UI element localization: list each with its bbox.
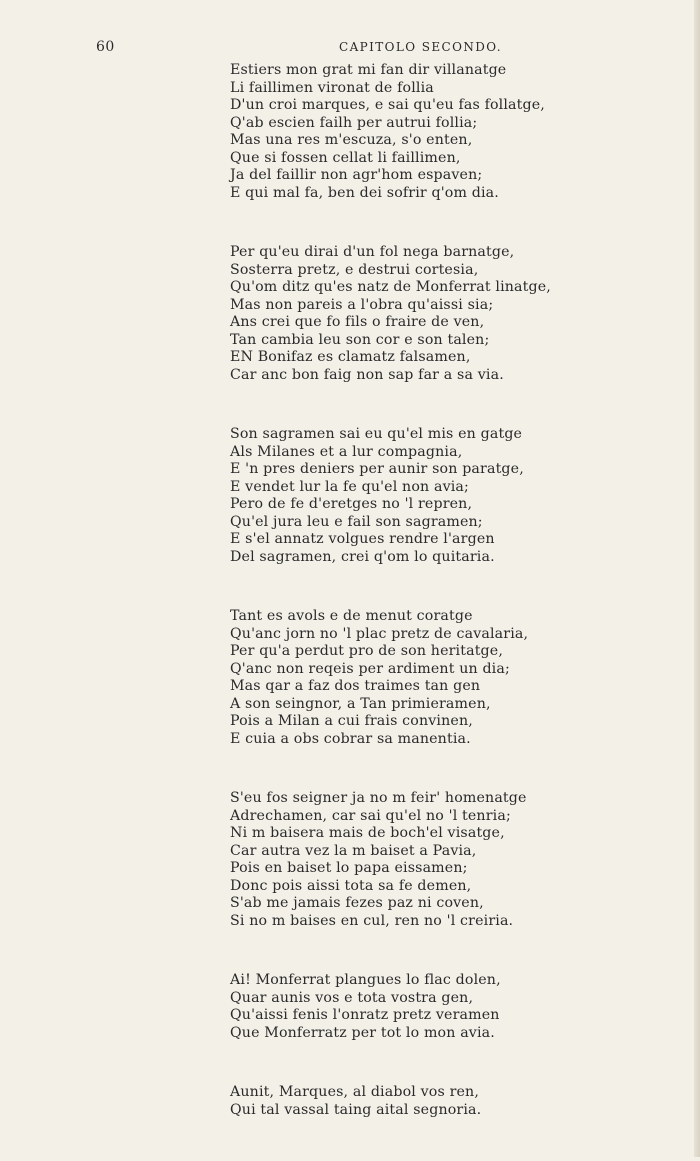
verse-line: Quar aunis vos e tota vostra gen, — [230, 989, 474, 1006]
verse-line: Pero de fe d'eretges no 'l repren, — [230, 496, 473, 512]
stanza — [230, 790, 560, 930]
running-head — [0, 39, 700, 59]
verse-line: Per qu'eu dirai d'un fol nega barnatge, — [230, 244, 515, 260]
verse-line: Ai! Monferrat plangues lo flac dolen, — [230, 972, 501, 988]
verse-line: EN Bonifaz es clamatz falsamen, — [230, 349, 471, 365]
verse-line: Ja del faillir non agr'hom espaven; — [230, 167, 483, 183]
verse-line: Ni m baisera mais de boch'el visatge, — [230, 825, 505, 841]
stanza — [230, 426, 560, 566]
verse-line: Estiers mon grat mi fan dir villanatge — [230, 62, 507, 78]
verse-line: Del sagramen, crei q'om lo quitaria. — [230, 548, 495, 565]
verse-line: Qu'el jura leu e fail son sagramen; — [230, 513, 483, 530]
verse-line: Qu'aissi fenis l'onratz pretz veramen — [230, 1007, 500, 1023]
stanza — [230, 62, 560, 202]
verse-line: Car autra vez la m baiset a Pavia, — [230, 842, 477, 859]
page-edge — [694, 0, 700, 1157]
verse-line: Als Milanes et a lur compagnia, — [230, 443, 463, 460]
verse-line: E qui mal fa, ben dei sofrir q'om dia. — [230, 184, 499, 201]
verse-line: Son sagramen sai eu qu'el mis en gatge — [230, 426, 523, 442]
page-number: 60 — [96, 39, 115, 55]
verse-line: Tant es avols e de menut coratge — [230, 608, 473, 624]
verse-line: Sosterra pretz, e destrui cortesia, — [230, 261, 479, 278]
verse-line: Donc pois aissi tota sa fe demen, — [230, 877, 472, 894]
verse-line: Pois en baiset lo papa eissamen; — [230, 860, 468, 876]
stanza — [230, 608, 560, 748]
verse-line: Qui tal vassal taing aital segnoria. — [230, 1101, 482, 1118]
chapter-title: CAPITOLO SECONDO. — [339, 40, 502, 54]
verse-line: A son seingnor, a Tan primieramen, — [230, 695, 491, 712]
verse-line: Qu'om ditz qu'es natz de Monferrat linatge, — [230, 279, 551, 295]
verse-line: Mas una res m'escuza, s'o enten, — [230, 132, 473, 148]
verse-line: Q'anc non reqeis per ardiment un dia; — [230, 660, 510, 677]
stanza — [230, 244, 560, 384]
verse-line: Que si fossen cellat li faillimen, — [230, 149, 461, 166]
verse-line: Li faillimen vironat de follia — [230, 79, 434, 96]
verse-line: E 'n pres deniers per aunir son paratge, — [230, 461, 524, 477]
verse-line: Qu'anc jorn no 'l plac pretz de cavalaria, — [230, 625, 529, 642]
verse-line: Q'ab escien failh per autrui follia; — [230, 114, 478, 131]
verse-line: Aunit, Marques, al diabol vos ren, — [230, 1084, 479, 1100]
verse-line: Per qu'a perdut pro de son heritatge, — [230, 643, 503, 659]
verse-line: S'ab me jamais fezes paz ni coven, — [230, 895, 484, 911]
verse-line: Mas qar a faz dos traimes tan gen — [230, 678, 481, 694]
verse-line: Tan cambia leu son cor e son talen; — [230, 331, 490, 348]
verse-line: Ans crei que fo fils o fraire de ven, — [230, 314, 485, 330]
verse-line: E vendet lur la fe qu'el non avia; — [230, 478, 469, 495]
stanza — [230, 1084, 560, 1119]
verse-line: E s'el annatz volgues rendre l'argen — [230, 531, 495, 547]
verse-line: Mas non pareis a l'obra qu'aissi sia; — [230, 296, 494, 313]
verse-line: Pois a Milan a cui frais convinen, — [230, 713, 473, 729]
poem-body — [230, 62, 560, 1161]
verse-line: S'eu fos seigner ja no m feir' homenatge — [230, 790, 527, 806]
verse-line: Que Monferratz per tot lo mon avia. — [230, 1024, 495, 1041]
verse-line: E cuia a obs cobrar sa manentia. — [230, 730, 471, 747]
verse-line: Adrechamen, car sai qu'el no 'l tenria; — [230, 807, 511, 824]
stanza — [230, 972, 560, 1042]
verse-line: D'un croi marques, e sai qu'eu fas follatge, — [230, 97, 545, 113]
verse-line: Car anc bon faig non sap far a sa via. — [230, 366, 504, 383]
verse-line: Si no m baises en cul, ren no 'l creiria. — [230, 912, 514, 929]
